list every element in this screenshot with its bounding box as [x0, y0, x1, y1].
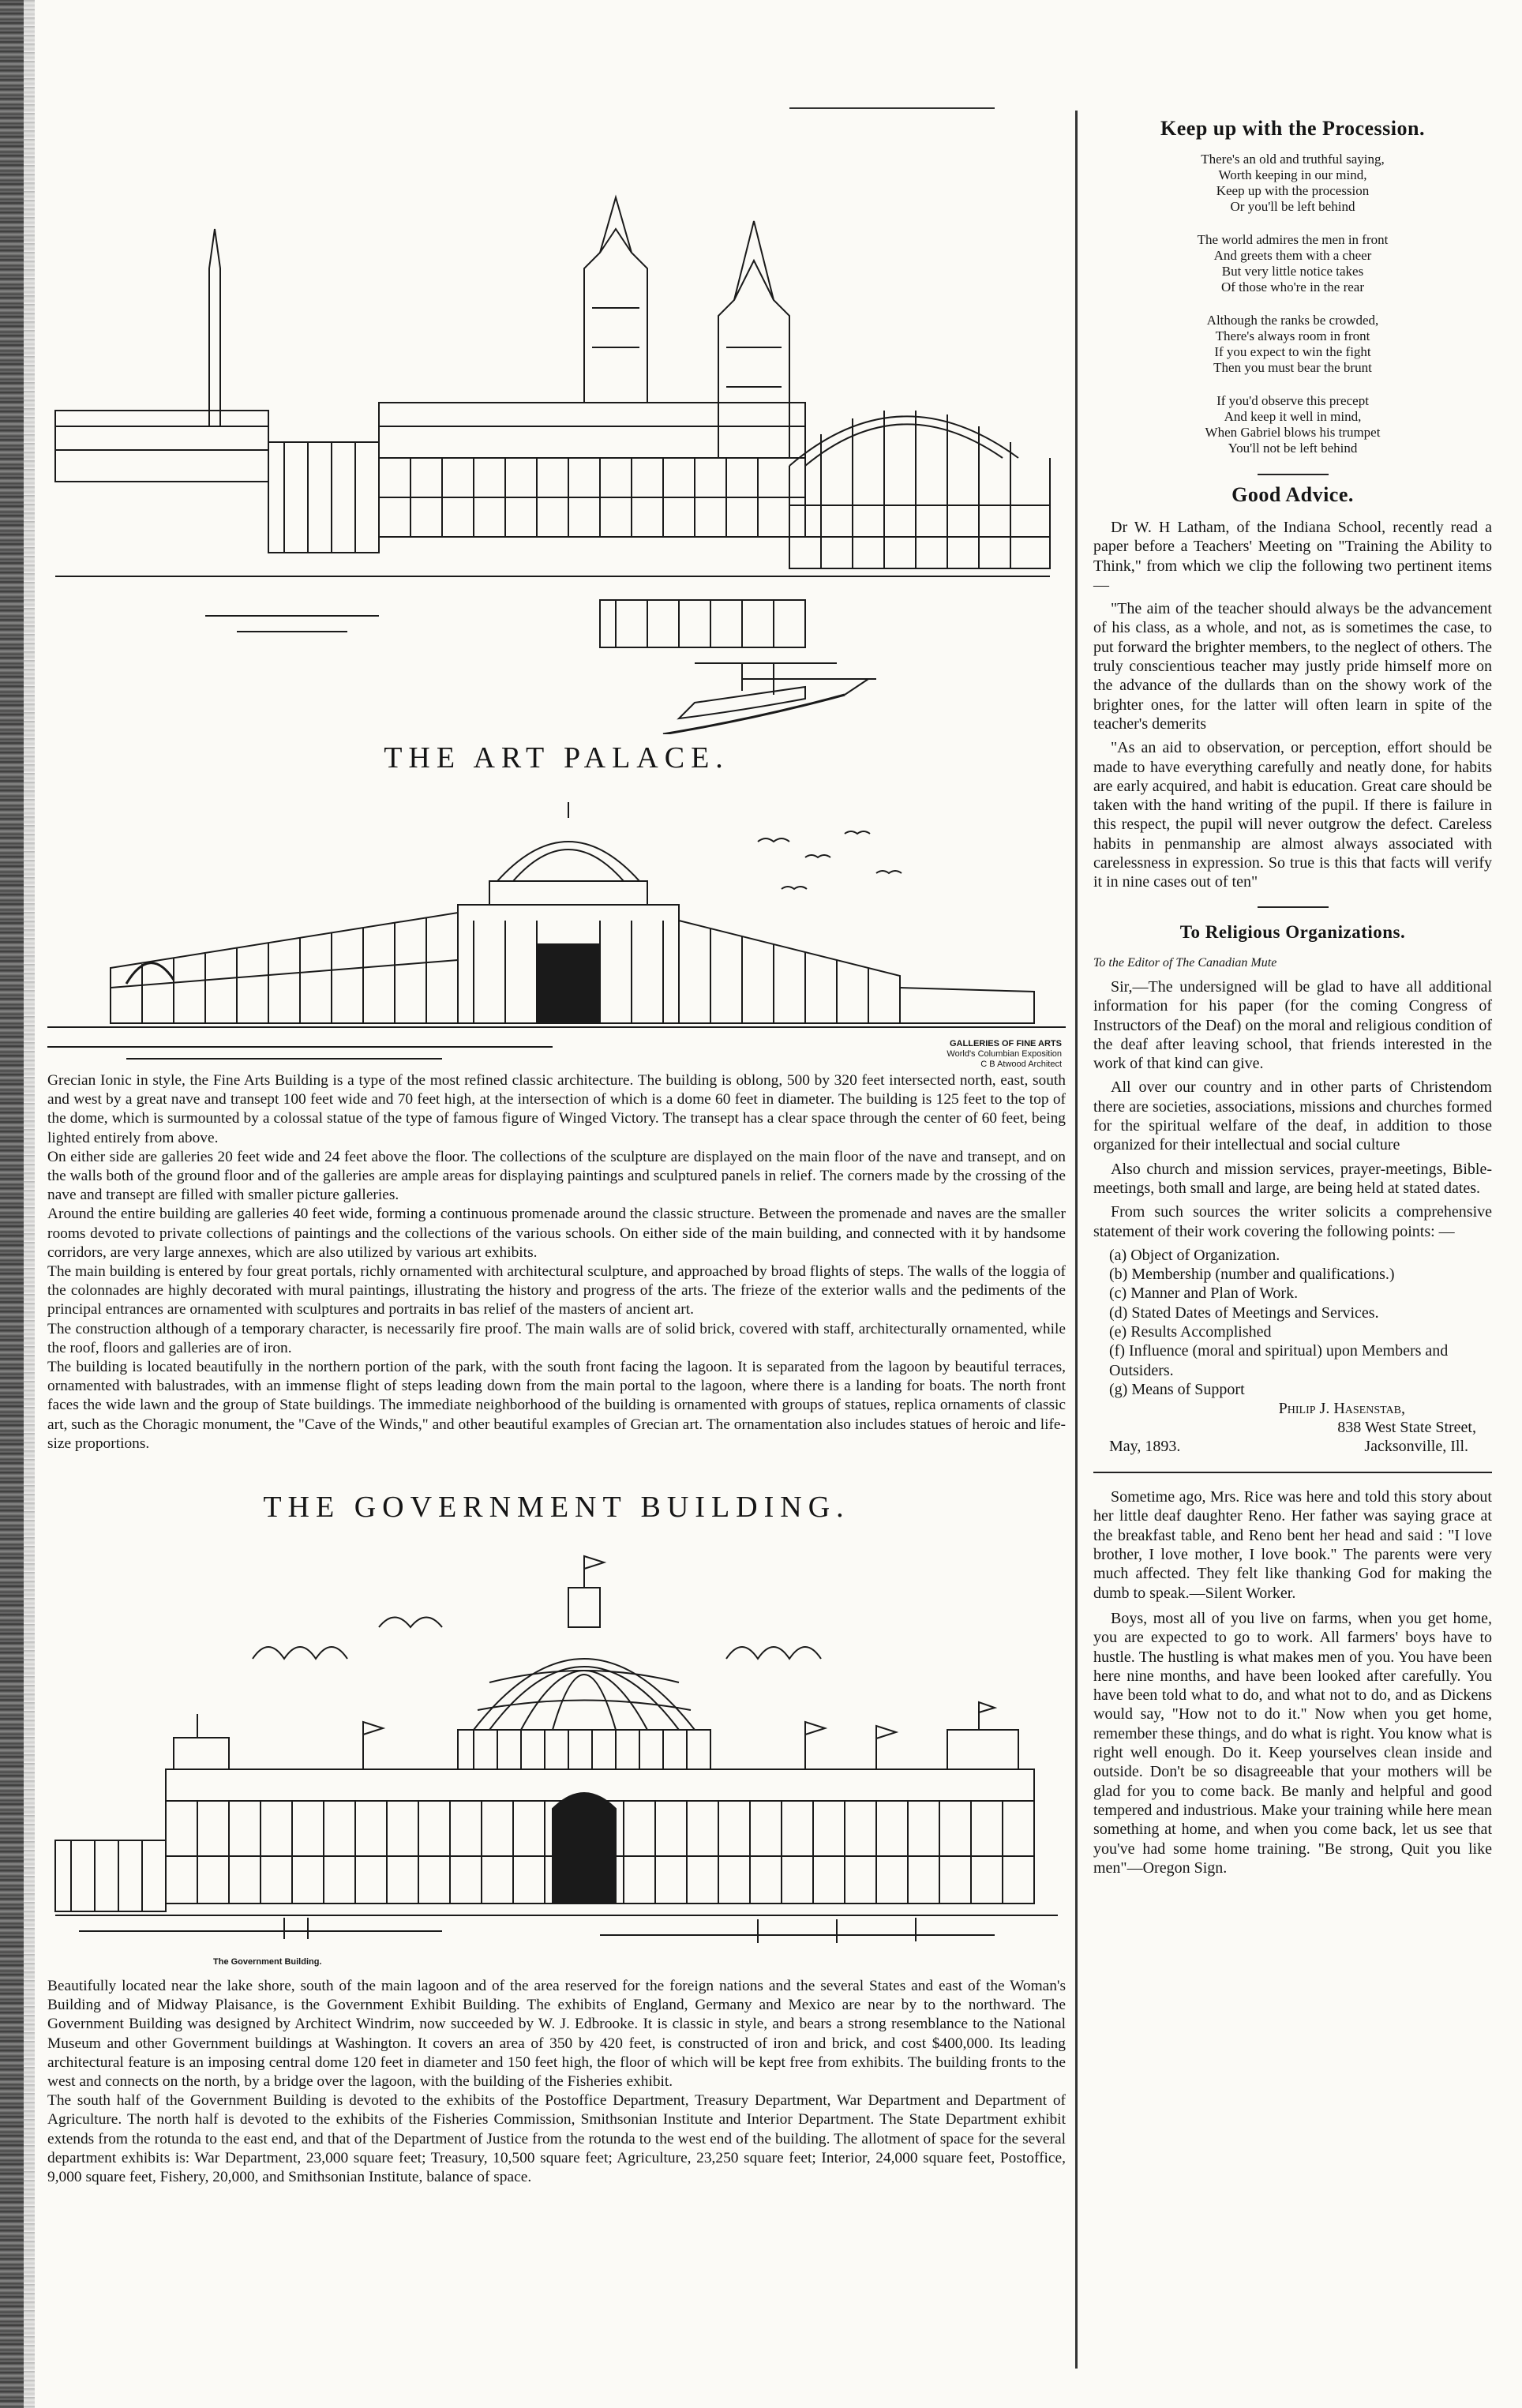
government-engraving — [47, 1540, 1066, 1971]
main-column — [47, 111, 1066, 2187]
government-drawing — [47, 1540, 1066, 1971]
procession-title: Keep up with the Procession. — [1160, 117, 1425, 140]
poem-stanza — [1093, 313, 1492, 376]
art-palace-engraving — [47, 111, 1066, 734]
religious-point: (b) Membership (number and qualifications.) — [1109, 1266, 1395, 1284]
religious-paragraph: Also church and mission services, prayer-meetings, Bible-meetings, both small and large, are being held at stated dates. — [1093, 1160, 1492, 1197]
signature-city: Jacksonville, Ill. — [1364, 1438, 1468, 1456]
art-palace-article — [47, 1071, 1066, 1453]
government-paragraph: The south half of the Government Building is devoted to the exhibits of the Postoffice Department, Treasury Department, War Department and Department of Agriculture. The north half is devoted to the exhibits of the Fisheries Commission, Smithsonian Institute and Interior Department. The State Department exhibit extends from the rotunda to the east end, and that of the Department of Justice from the rotunda to the west end of the building. The allotment of space for the several department exhibits is: War Department, 23,000 square feet; Treasury, 10,500 square feet; Agriculture, 23,250 square feet; Interior, 24,000 square feet, Postoffice, 9,000 square feet, Fishery, 20,000, and Smithsonian Institute, balance of space. — [47, 2092, 1066, 2186]
government-title: THE GOVERNMENT BUILDING. — [263, 1491, 850, 1525]
column-rule — [1075, 111, 1078, 2369]
section-divider — [1258, 474, 1329, 475]
poem-line: There's always room in front — [1215, 328, 1370, 343]
poem-stanza — [1093, 152, 1492, 215]
poem-stanza — [1093, 232, 1492, 295]
advice-title: Good Advice. — [1231, 483, 1354, 506]
poem-line: But very little notice takes — [1221, 264, 1364, 279]
government-article — [47, 1977, 1066, 2187]
poem-line: There's an old and truthful saying, — [1201, 152, 1385, 167]
religious-paragraph: From such sources the writer solicits a comprehensive statement of their work covering the following points: — — [1093, 1203, 1492, 1240]
religious-paragraph: Sir,—The undersigned will be glad to have all additional information for his paper (for the coming Congress of Instructors of the Deaf) on the moral and religious condition of the deaf after leaving school, that friends interested in the work of that kind can give. — [1093, 977, 1492, 1073]
poem-line: The world admires the men in front — [1197, 232, 1389, 247]
binding-edge-shadow — [24, 0, 35, 2408]
art-palace-paragraph: The construction although of a temporary character, is necessarily fire proof. The main walls are of solid brick, covered with staff, architecturally ornamented, while the roof, floors and galleries are of iron. — [47, 1320, 1066, 1356]
poem-line: Worth keeping in our mind, — [1218, 167, 1367, 182]
boys-advice: Boys, most all of you live on farms, when you get home, you are expected to go to work. All farmers' boys have to hustle. The hustling is what makes men of you. You have been here nine months, and have been looked after carefully. You have been told what to do, and what not to do, and as Dickens would say, "How not to do it." Now when you get home, remember these things, and do what is right. You know what is right well enough. Do it. Keep yourselves clean inside and outside. Don't be so disagreeable that your mothers will be glad for you to come back. Be manly and helpful and good tempered and industrious. Make your training while here mean something at home, and when you come back, let us see that you've had some home training. "Be strong, Quit you like men"—Oregon Sign. — [1093, 1609, 1492, 1877]
signature-date: May, 1893. — [1109, 1438, 1181, 1456]
fine-arts-drawing — [47, 786, 1066, 1067]
religious-paragraph: All over our country and in other parts of Christendom there are societies, associations, missions and churches formed for the spiritual welfare of the deaf, in addition to those organized for their intellectual and social culture — [1093, 1078, 1492, 1154]
government-caption: The Government Building. — [213, 1957, 322, 1967]
poem-stanza — [1093, 393, 1492, 456]
art-palace-paragraph: Grecian Ionic in style, the Fine Arts Building is a type of the most refined classic architecture. The building is oblong, 500 by 320 feet intersected north, east, south and west by a great nave and transept 100 feet wide and 70 feet high, at the intersection of which is a dome 60 feet in diameter. The building is 125 feet to the top of the dome, which is surmounted by a colossal statue of the type of famous figure of Winged Victory. The transept has a clear space through the center of 60 feet, being lighted entirely from above. — [47, 1072, 1066, 1146]
poem-line: Then you must bear the brunt — [1213, 360, 1372, 375]
section-rule — [1093, 1472, 1492, 1473]
fine-arts-caption-line1: GALLERIES OF FINE ARTS — [950, 1039, 1062, 1048]
poem-line: And greets them with a cheer — [1213, 248, 1372, 263]
poem-line: If you expect to win the fight — [1214, 344, 1371, 359]
signer-name: Philip J. Hasenstab, — [1278, 1400, 1405, 1418]
religious-salutation: To the Editor of The Canadian Mute — [1093, 955, 1277, 970]
binding-edge — [0, 0, 24, 2408]
art-palace-paragraph: The main building is entered by four great portals, richly ornamented with architectural sculpture, and approached by broad flights of steps. The walls of the loggia of the colonnades are highly decorated with mural paintings, illustrating the history and progress of the arts. The frieze of the exterior walls and the pediments of the principal entrances are ornamented with sculptures and portraits in bas relief of the masters of ancient art. — [47, 1263, 1066, 1318]
poem-line: If you'd observe this precept — [1216, 393, 1369, 408]
reno-story: Sometime ago, Mrs. Rice was here and told this story about her little deaf daughter Reno. Her father was saying grace at the breakfast table, and Reno bent her head and said : "I love brother, I love mother, I love book." The parents were very much affected. They felt like thanking God for making the dumb to speak.—Silent Worker. — [1093, 1488, 1492, 1602]
art-palace-paragraph: Around the entire building are galleries 40 feet wide, forming a continuous promenade around the classic structure. Between the promenade and naves are the smaller rooms devoted to private collections of paintings and the collections of the various schools. On either side of the main building, and connected with it by handsome corridors, are very large annexes, which are also utilized by various art exhibits. — [47, 1206, 1066, 1261]
art-palace-paragraph: On either side are galleries 20 feet wide and 24 feet above the floor. The collections of the sculpture are displayed on the main floor of the nave and transept, and on the walls both of the ground floor and of the galleries are ample areas for displaying paintings and sculptured panels in relief. The corners made by the crossing of the nave and transept are filled with smaller picture galleries. — [47, 1148, 1066, 1204]
advice-paragraph: "The aim of the teacher should always be the advancement of his class, as a whole, and not, as is sometimes the case, to put forward the brighter members, to the neglect of others. The truly conscientious teacher may justly pride himself more on the advance of the dullards than on the showy work of the brighter ones, for the latter will often learn in spite of the teacher's demerits — [1093, 600, 1492, 733]
fine-arts-caption-line3: C B Atwood Architect — [980, 1060, 1062, 1069]
signer-address: 838 West State Street, — [1337, 1419, 1476, 1437]
religious-point: (g) Means of Support — [1109, 1380, 1245, 1398]
art-palace-drawing — [47, 111, 1066, 734]
signature-date-row — [1093, 1437, 1492, 1456]
poem-line: Of those who're in the rear — [1220, 279, 1365, 294]
religious-point: (f) Influence (moral and spiritual) upon Members and Outsiders. — [1109, 1342, 1449, 1379]
side-column — [1093, 111, 1492, 1882]
poem-line: Although the ranks be crowded, — [1206, 313, 1379, 328]
fine-arts-caption-line2: World's Columbian Exposition — [947, 1049, 1062, 1059]
government-paragraph: Beautifully located near the lake shore, south of the main lagoon and of the area reserved for the foreign nations and the several States and east of the Woman's Building and of Midway Plaisance, is the Government Exhibit Building. The exhibits of England, Germany and Mexico are near by to the northward. The Government Building was designed by Architect Windrim, now succeeded by W. J. Edbrooke. It is classic in style, and bears a strong resemblance to the National Museum and other Government buildings at Washington. It covers an area of 350 by 420 feet, is constructed of iron and brick, and cost $400,000. Its leading architectural feature is an imposing central dome 120 feet in diameter and 150 feet high, the floor of which will be kept free from exhibits. The building fronts to the west and connects on the north, by a bridge over the lagoon, with the building of the Fisheries exhibit. — [47, 1978, 1066, 2091]
top-rule — [789, 107, 995, 109]
poem-line: Keep up with the procession — [1216, 183, 1370, 198]
fine-arts-caption — [900, 1039, 1062, 1070]
poem-line: You'll not be left behind — [1228, 441, 1358, 456]
poem-line: And keep it well in mind, — [1224, 409, 1362, 424]
poem-line: When Gabriel blows his trumpet — [1205, 425, 1381, 440]
advice-paragraph: Dr W. H Latham, of the Indiana School, recently read a paper before a Teachers' Meeting on "Training the Ability to Think," from which we clip the following two pertinent items — — [1093, 519, 1492, 594]
section-divider — [1258, 906, 1329, 908]
fine-arts-engraving — [47, 786, 1066, 1067]
religious-point: (c) Manner and Plan of Work. — [1109, 1285, 1299, 1303]
religious-point: (e) Results Accomplished — [1109, 1322, 1272, 1341]
religious-title: To Religious Organizations. — [1179, 921, 1406, 942]
poem-line: Or you'll be left behind — [1230, 199, 1355, 214]
art-palace-paragraph: The building is located beautifully in the northern portion of the park, with the south front facing the lagoon. It is separated from the lagoon by beautiful terraces, ornamented with balustrades, with an immense flight of steps leading down from the main portal to the lagoon, where there is a landing for boats. The north front faces the wide lawn and the group of State buildings. The immediate neighborhood of the building is ornamented with groups of statues, replica ornaments of classic art, such as the Choragic monument, the "Cave of the Winds," and other beautiful examples of Grecian art. The ornamentation also includes statues of heroic and life-size proportions. — [47, 1359, 1066, 1452]
art-palace-title: THE ART PALACE. — [384, 741, 729, 775]
advice-paragraph: "As an aid to observation, or perception, effort should be made to have everything carefully and neatly done, for habits are early acquired, and habit is education. Great care should be taken with the hand writing of the pupil. If there is failure in this respect, the pupil will never outgrow the defect. Careless habits in penmanship are almost always associated with carelessness in expression. So true is this that facts will verify it in nine cases out of ten" — [1093, 739, 1492, 891]
religious-point: (a) Object of Organization. — [1109, 1246, 1280, 1264]
religious-point: (d) Stated Dates of Meetings and Services. — [1109, 1303, 1379, 1322]
